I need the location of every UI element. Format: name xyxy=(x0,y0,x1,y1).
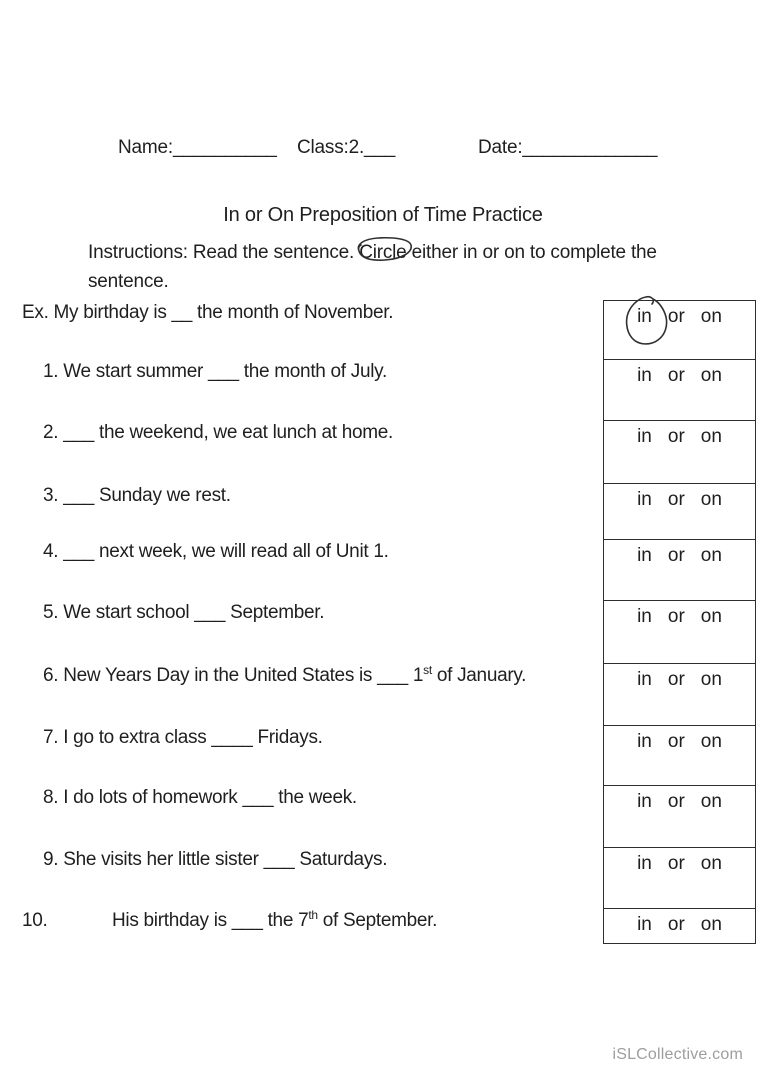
question-2: 2. ___ the weekend, we eat lunch at home. xyxy=(43,422,393,443)
answer-box-ex xyxy=(604,301,755,360)
option-in[interactable]: in xyxy=(637,731,652,752)
answer-box-8 xyxy=(604,786,755,848)
question-5: 5. We start school ___ September. xyxy=(43,602,325,623)
question-ex: Ex. My birthday is __ the month of November. xyxy=(22,302,394,323)
option-on[interactable]: on xyxy=(700,489,722,510)
option-or[interactable]: or xyxy=(667,853,685,874)
option-or[interactable]: or xyxy=(667,914,685,935)
answer-box-6 xyxy=(604,664,755,726)
option-in[interactable]: in xyxy=(637,365,652,386)
answer-box-1 xyxy=(604,360,755,421)
option-on[interactable]: on xyxy=(700,731,722,752)
instructions-line1-before: Instructions: Read the sentence. xyxy=(88,242,360,263)
option-in[interactable]: in xyxy=(637,853,652,874)
answer-box-10 xyxy=(604,909,755,943)
question-7: 7. I go to extra class ____ Fridays. xyxy=(43,727,323,748)
option-or[interactable]: or xyxy=(667,426,685,447)
option-or[interactable]: or xyxy=(667,606,685,627)
instructions-line1 xyxy=(88,238,657,267)
islcollective-watermark: iSLCollective.com xyxy=(612,1046,743,1063)
option-in[interactable] xyxy=(637,305,652,329)
question-8: 8. I do lots of homework ___ the week. xyxy=(43,787,357,808)
question-10 xyxy=(22,909,437,934)
worksheet-title: In or On Preposition of Time Practice xyxy=(223,204,543,226)
class-field: Class:2.___ xyxy=(297,137,396,158)
option-in[interactable]: in xyxy=(637,791,652,812)
question-10-pre: His birthday is ___ the 7 xyxy=(112,910,309,931)
option-on[interactable]: on xyxy=(700,791,722,812)
option-in[interactable]: in xyxy=(637,914,652,935)
question-6 xyxy=(43,664,526,689)
circled-word xyxy=(359,238,406,267)
option-or[interactable]: or xyxy=(667,545,685,566)
option-in[interactable]: in xyxy=(637,669,652,690)
option-on[interactable]: on xyxy=(700,306,722,327)
answer-box-5 xyxy=(604,601,755,664)
answer-box-3 xyxy=(604,484,755,540)
answer-box-7 xyxy=(604,726,755,786)
option-or[interactable]: or xyxy=(667,489,685,510)
option-on[interactable]: on xyxy=(700,669,722,690)
option-in[interactable]: in xyxy=(637,545,652,566)
question-9: 9. She visits her little sister ___ Saturdays. xyxy=(43,849,388,870)
question-10-superscript: th xyxy=(308,908,318,922)
option-on[interactable]: on xyxy=(700,545,722,566)
question-10-post: of September. xyxy=(317,910,438,931)
option-or[interactable]: or xyxy=(667,731,685,752)
option-in[interactable]: in xyxy=(637,426,652,447)
question-3: 3. ___ Sunday we rest. xyxy=(43,485,231,506)
circled-word-label: Circle xyxy=(359,242,407,263)
instructions xyxy=(88,238,657,296)
option-in[interactable]: in xyxy=(637,489,652,510)
question-6-post: of January. xyxy=(431,665,527,686)
option-on[interactable]: on xyxy=(700,365,722,386)
question-1: 1. We start summer ___ the month of July. xyxy=(43,361,387,382)
question-4: 4. ___ next week, we will read all of Unit 1. xyxy=(43,541,389,562)
option-in-label: in xyxy=(637,306,652,327)
option-on[interactable]: on xyxy=(700,606,722,627)
option-or[interactable]: or xyxy=(667,365,685,386)
question-6-pre: 6. New Years Day in the United States is ___ 1 xyxy=(43,665,424,686)
answer-box-2 xyxy=(604,421,755,484)
question-10-number: 10. xyxy=(22,910,48,931)
name-field: Name:__________ xyxy=(118,137,277,158)
option-or[interactable]: or xyxy=(667,669,685,690)
instructions-line1-after: either in or on to complete the xyxy=(406,242,657,263)
option-on[interactable]: on xyxy=(700,914,722,935)
option-in[interactable]: in xyxy=(637,606,652,627)
answer-box-4 xyxy=(604,540,755,601)
option-or[interactable]: or xyxy=(667,306,685,327)
option-or[interactable]: or xyxy=(667,791,685,812)
option-on[interactable]: on xyxy=(700,853,722,874)
answer-box-9 xyxy=(604,848,755,909)
date-field: Date:_____________ xyxy=(478,137,658,158)
question-6-superscript: st xyxy=(423,663,432,677)
answer-table xyxy=(603,300,756,944)
instructions-line2: sentence. xyxy=(88,271,169,292)
option-on[interactable]: on xyxy=(700,426,722,447)
